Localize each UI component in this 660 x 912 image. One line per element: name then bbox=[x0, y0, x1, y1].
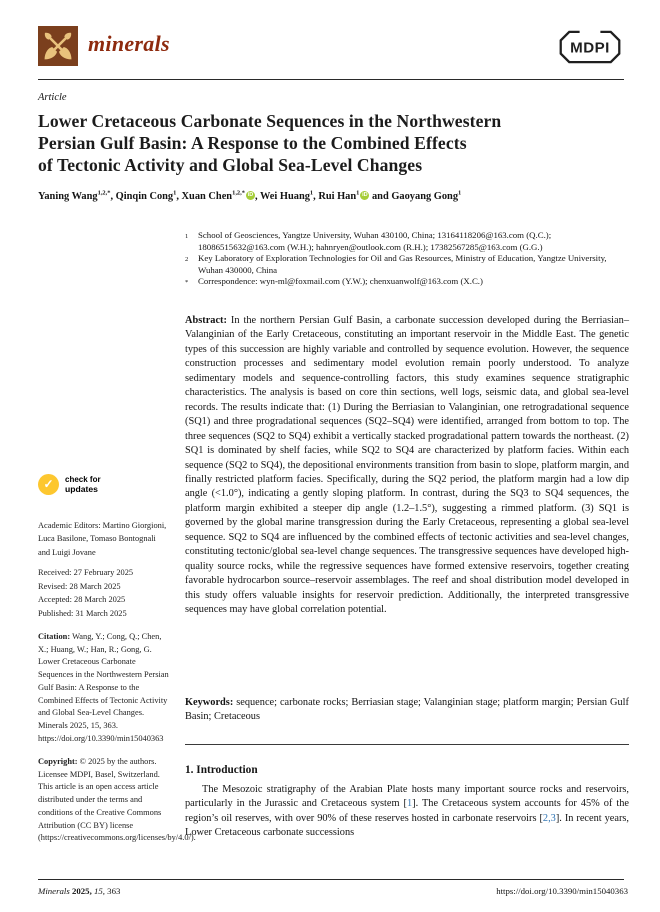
article-type-label: Article bbox=[38, 92, 67, 103]
date-value: 28 March 2025 bbox=[74, 595, 126, 605]
check-for-updates-label bbox=[65, 475, 101, 494]
copyright-block bbox=[38, 756, 196, 845]
page-title bbox=[38, 110, 618, 176]
citation-ref-link[interactable]: 2,3 bbox=[542, 812, 556, 824]
affiliation-text: Key Laboratory of Exploration Technologies for Oil and Gas Resources, Ministry of Education, Yangtze University, Wuhan 430000, China bbox=[198, 253, 607, 275]
footer-volume: 15, bbox=[93, 886, 105, 896]
title-line-3: of Tectonic Activity and Global Sea-Level Changes bbox=[38, 155, 423, 175]
date-value: 28 March 2025 bbox=[69, 581, 121, 591]
affiliation-marker: 2 bbox=[185, 256, 189, 264]
affiliations bbox=[185, 230, 630, 289]
author-name: , Qinqin Cong bbox=[110, 191, 174, 202]
minerals-journal-logo-icon bbox=[38, 26, 78, 66]
intro-text: The Mesozoic stratigraphy of the Arabian Plate hosts many important source rocks and reservoirs, particularly in the Jurassic and Cretaceous system [ bbox=[185, 784, 629, 810]
title-line-2: Persian Gulf Basin: A Response to the Combined Effects bbox=[38, 133, 467, 153]
mdpi-logo-text: MDPI bbox=[570, 39, 610, 57]
author-name: , Wei Huang bbox=[254, 191, 310, 202]
author-affil-sup: 1 bbox=[356, 189, 360, 197]
author-affil-sup: 1,2,* bbox=[232, 189, 245, 197]
keywords-text: sequence; carbonate rocks; Berriasian stage; Valanginian stage; platform margin; Persian Gulf Basin; Cretaceous bbox=[185, 697, 629, 723]
footer-divider bbox=[38, 879, 624, 880]
footer bbox=[38, 886, 628, 896]
abstract bbox=[185, 314, 629, 618]
author-name: , Xuan Chen bbox=[176, 191, 233, 202]
footer-journal: Minerals bbox=[38, 886, 70, 896]
correspondence-marker: * bbox=[185, 279, 189, 287]
author-name: and Gaoyang Gong bbox=[369, 191, 459, 202]
footer-year: 2025, bbox=[71, 886, 92, 896]
date-row bbox=[38, 566, 169, 580]
author-affil-sup: 1 bbox=[309, 189, 314, 197]
footer-journal-ref bbox=[38, 886, 120, 896]
abstract-text: In the northern Persian Gulf Basin, a carbonate succession developed during the Berriasian–Valanginian of the Early Cretaceous, constituting an important reservoir in the Middle East. The genetic types of this succession are highly variable and controlled by sequence evolution. However, the sequence construction processes and sedimentary model evolution remain poorly understood. To analyze sedimentary models and sequence-controlling factors, this study examines sequence stratigraphic characteristics. The analysis is based on core thin sections, well logs, seismic data, and global sea-level records. The results indicate that: (1) During the Berriasian to Valanginian, one retrogradational sequence (SQ1) and three progradational sequences (SQ2–SQ4) were identified, arranged from bottom to top. The three sequences (SQ2 to SQ4) exhibit a vertically stacked progradational pattern towards the northeast. (2) SQ1 is dominated by shelf facies, while SQ2 to SQ4 are characterized by platform facies. Within each sequence (SQ2 to SQ4), the depositional environments transition from basin to slope, platform margin, and finally restricted platform facies. Specifically, during the SQ2 period, the platform margin had a low dip angle (<1.0°), indicating a gently sloping platform. In contrast, during the SQ3 to SQ4 sequences, the platform margin exhibited a steeper dip angle (1.2–1.5°), suggesting a rimmed platform. (3) SQ1 is governed by the global marine transgression during the Early Cretaceous, representing a global sea-level sequence. SQ2 to SQ4 are influenced by the combined effects of tectonic activities and sea-level changes, constituting tectonic/global sea-level change sequences. The transgressive sequences have developed high-quality source rocks, while the regressive sequences have formed extensive reservoirs, together creating favorable hydrocarbon source–reservoir assemblages. The reef and shoal distribution model developed in this study offers valuable insights for reservoir prediction. Additionally, the interpreted transgressive sequences may have global correlation potential. bbox=[185, 315, 629, 616]
footer-doi-link[interactable]: https://doi.org/10.3390/min15040363 bbox=[496, 886, 628, 896]
title-line-1: Lower Cretaceous Carbonate Sequences in the Northwestern bbox=[38, 111, 502, 131]
date-label: Accepted: bbox=[38, 595, 72, 605]
affiliation-marker: 1 bbox=[185, 233, 189, 240]
badge-line-1: check for bbox=[65, 475, 101, 484]
date-label: Published: bbox=[38, 608, 74, 618]
copyright-text: © 2025 by the authors. Licensee MDPI, Basel, Switzerland. This article is an open access article distributed under the terms and conditions of the Creative Commons Attribution (CC BY) license (https://creativecommons.org/licenses/by/4.0/). bbox=[38, 757, 196, 843]
author-name: Yaning Wang bbox=[38, 191, 98, 202]
affiliation-item bbox=[185, 253, 630, 276]
date-value: 27 February 2025 bbox=[73, 568, 134, 577]
citation-label: Citation: bbox=[38, 632, 71, 641]
keywords-label: Keywords: bbox=[185, 697, 234, 708]
journal-name: minerals bbox=[88, 31, 170, 56]
mdpi-logo-icon bbox=[556, 30, 624, 69]
intro-text: ]. The Cretaceous system accounts for 45% of the region’s oil reserves, with over 90% of these reserves hosted in carbonate reservoirs [ bbox=[185, 798, 629, 824]
footer-page: 363 bbox=[107, 886, 121, 896]
citation-ref-link[interactable]: 1 bbox=[406, 798, 413, 810]
citation-block bbox=[38, 631, 169, 745]
academic-editors: Academic Editors: Martino Giorgioni, Luca Basilone, Tomaso Bontognali and Luigi Jovane bbox=[38, 521, 167, 557]
author-list bbox=[38, 191, 618, 202]
badge-line-2: updates bbox=[65, 483, 98, 494]
header-divider bbox=[38, 79, 624, 80]
intro-text: ]. In recent years, Lower Cretaceous carbonate successions bbox=[185, 812, 630, 839]
date-row bbox=[38, 580, 169, 594]
author-name: , Rui Han bbox=[313, 191, 357, 202]
abstract-label: Abstract: bbox=[185, 315, 227, 326]
date-row bbox=[38, 607, 169, 621]
author-affil-sup: 1 bbox=[458, 189, 462, 197]
correspondence-text: Correspondence: wyn-ml@foxmail.com (Y.W.); chenxuanwolf@163.com (X.C.) bbox=[198, 276, 483, 287]
keywords bbox=[185, 696, 629, 725]
keywords-divider bbox=[185, 744, 629, 745]
affiliation-text: School of Geosciences, Yangtze University, Wuhan 430100, China; 13164118206@163.com (Q.C.); 18086515632@163.com (W.H.); hahnryen@outlook.com (R.H.); 17382567285@163.com (G.G.) bbox=[198, 230, 552, 252]
date-label: Received: bbox=[38, 568, 72, 577]
correspondence-item bbox=[185, 276, 630, 289]
check-for-updates-badge[interactable] bbox=[38, 474, 101, 495]
citation-text: Wang, Y.; Cong, Q.; Chen, X.; Huang, W.; Han, R.; Gong, G. Lower Cretaceous Carbonate Sequences in the Northwestern Persian Gulf Basin: A Response to the Combined Effects of Tectonic Activity and Global Sea-Level Changes. Minerals 2025, 15, 363. https://doi.org/10.3390/min15040363 bbox=[38, 632, 169, 743]
section-heading-introduction: 1. Introduction bbox=[185, 764, 258, 776]
orcid-icon[interactable]: iD bbox=[362, 192, 368, 198]
introduction-paragraph bbox=[185, 783, 629, 841]
date-value: 31 March 2025 bbox=[75, 608, 127, 618]
author-affil-sup: 1 bbox=[173, 189, 177, 197]
history-dates bbox=[38, 566, 169, 620]
copyright-label: Copyright: bbox=[38, 757, 78, 766]
orcid-icon[interactable]: iD bbox=[247, 192, 254, 198]
author-affil-sup: 1,2,* bbox=[97, 189, 111, 197]
date-label: Revised: bbox=[38, 581, 68, 591]
date-row bbox=[38, 593, 169, 607]
check-icon: ✓ bbox=[38, 474, 59, 495]
affiliation-item bbox=[185, 230, 630, 253]
